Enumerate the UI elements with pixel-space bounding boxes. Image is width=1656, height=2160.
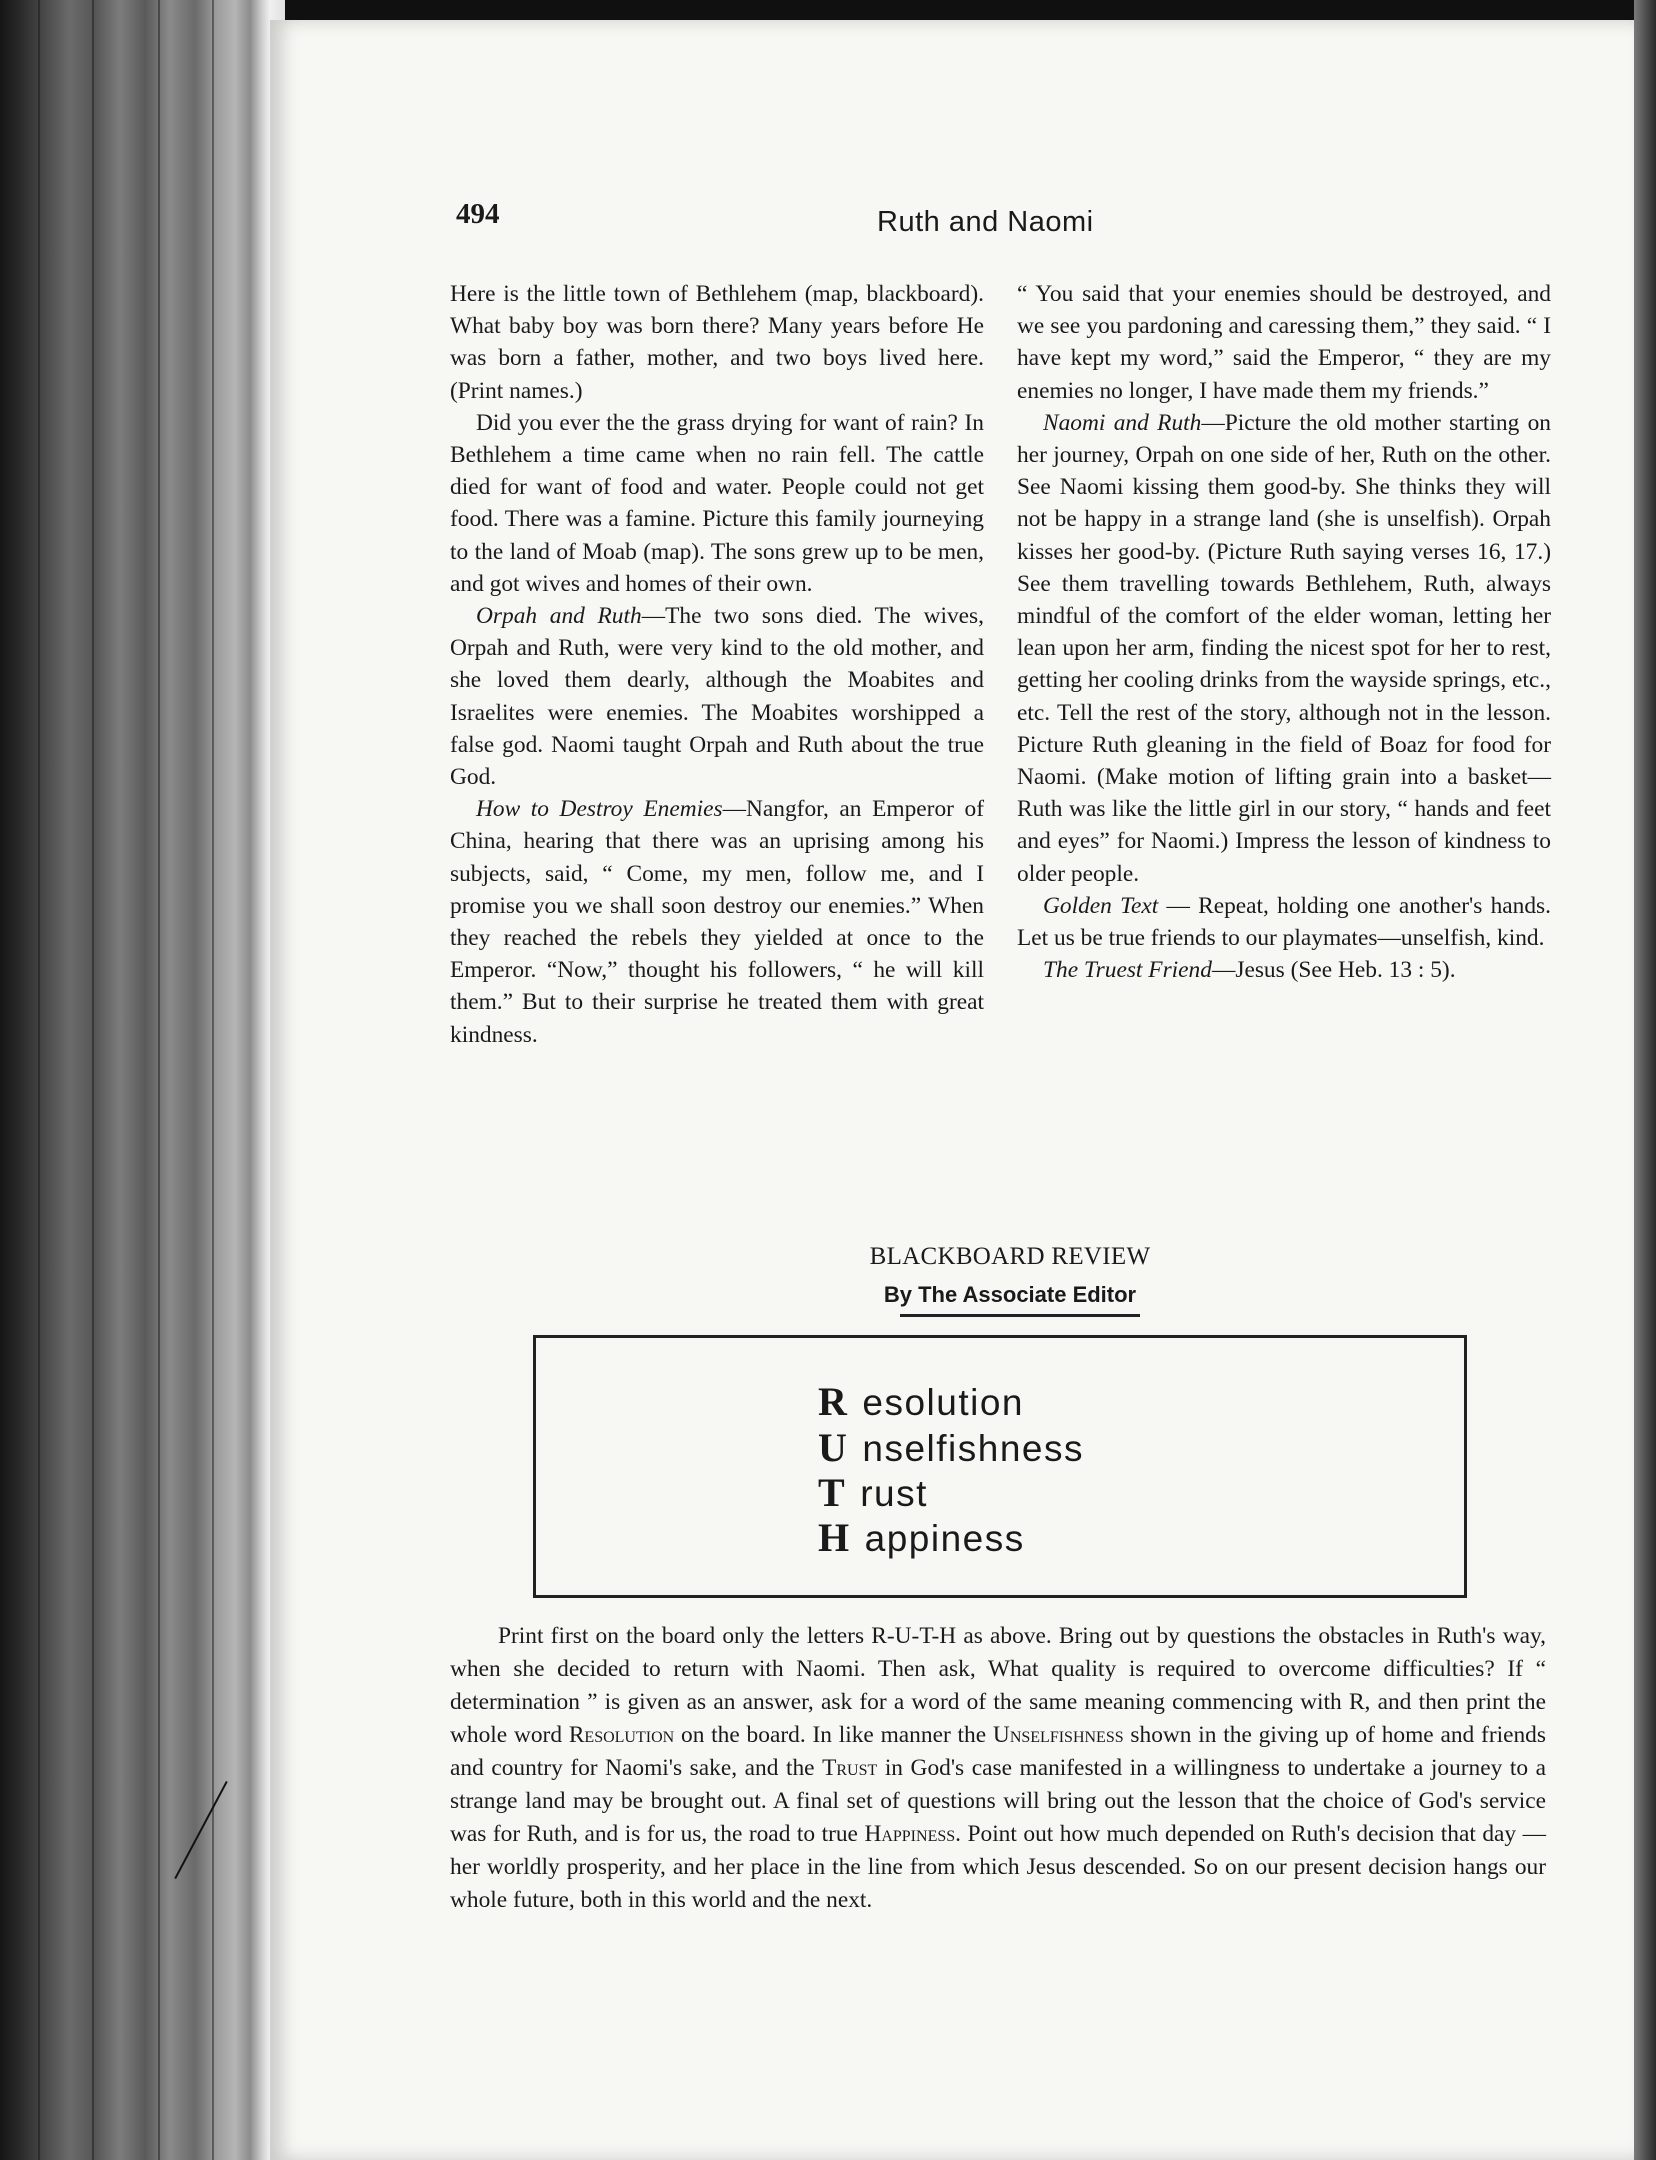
page-edge-line: [92, 0, 94, 2160]
paragraph-text: Print first on the board only the letters R-U-T-H as above. Bring out by questions the obstacles in Ruth's way, when she decided to return with Naomi. Then ask, What quality is required to overcome difficulties? If “ determination ” is given as an answer, ask for a word of the same meaning commencing with R, and then print the whole word: [450, 1623, 1546, 1748]
paragraph-text: shown in the giving up of home and friends and country for Naomi's sake, and the: [450, 1722, 1546, 1781]
paragraph: “ You said that your enemies should be destroyed, and we see you pardoning and caressing them,” they said. “ I have kept my word,” said the Emperor, “ they are my enemies no longer, I have made them my friends.”: [1017, 281, 1551, 404]
paragraph: [450, 600, 984, 793]
paragraph: [1017, 890, 1551, 954]
paragraph: Here is the little town of Bethlehem (map, blackboard). What baby boy was born there? Many years before He was born a father, mother, and two boys lived here. (Print names.): [450, 281, 984, 404]
acrostic-line: [818, 1469, 928, 1516]
small-caps-term: Unselfishness: [992, 1722, 1124, 1748]
page-edge-line: [212, 0, 214, 2160]
acrostic-line: [818, 1378, 1024, 1425]
left-column: [450, 278, 984, 1051]
paragraph: Did you ever the the grass drying for want of rain? In Bethlehem a time came when no rain fell. The cattle died for want of food and water. People could not get food. There was a famine. Picture this family journeying to the land of Moab (map). The sons grew up to be men, and got wives and homes of their own.: [450, 409, 984, 597]
scan-right-edge: [1634, 0, 1656, 2160]
paragraph-label: How to Destroy Enemies: [476, 796, 723, 823]
paragraph-text: —The two sons died. The wives, Orpah and Ruth, were very kind to the old mother, and she loved them dearly, although the Moabites and Israelites were enemies. The Moabites worshipped a false god. Naomi taught Orpah and Ruth about the true God.: [450, 603, 984, 791]
page-number: 494: [456, 198, 500, 230]
acrostic-line: [818, 1424, 1084, 1471]
review-instructions: [450, 1620, 1546, 1917]
paragraph-text: in God's case manifested in a willingness to undertake a journey to a strange land may be brought out. A final set of questions will bring out the lesson that the choice of God's service was for Ruth, and is for us, the road to true: [450, 1755, 1547, 1847]
paragraph-text: —Picture the old mother starting on her journey, Orpah on one side of her, Ruth on the other. See Naomi kissing them good-by. She thinks they will not be happy in a strange land (she is unselfish). Orpah kisses her good-by. (Picture Ruth saying verses 16, 17.) See them travelling towards Bethlehem, Ruth, always mindful of the comfort of the elder woman, letting her lean upon her arm, finding the nicest spot for her to rest, getting her cooling drinks from the wayside springs, etc., etc. Tell the rest of the story, although not in the lesson. Picture Ruth gleaning in the field of Boaz for food for Naomi. (Make motion of lifting grain into a basket—Ruth was like the little girl in our story, “ hands and feet and eyes” for Naomi.) Impress the lesson of kindness to older people.: [1017, 409, 1551, 887]
small-caps-term: Trust: [822, 1755, 878, 1781]
paragraph: [1017, 407, 1551, 890]
review-heading: BLACKBOARD REVIEW: [869, 1243, 1151, 1270]
book-binding-edge: [0, 0, 285, 2160]
acrostic-word: esolution: [862, 1382, 1024, 1423]
paragraph-label: The Truest Friend: [1043, 957, 1212, 984]
paragraph: [450, 793, 984, 1051]
paragraph-text: . Point out how much depended on Ruth's decision that day —her worldly prosperity, and her place in the line from which Jesus descended. So on our present decision hangs our whole future, both in this world and the next.: [450, 1821, 1546, 1913]
review-byline: By The Associate Editor: [883, 1282, 1137, 1307]
paragraph-label: Naomi and Ruth: [1043, 409, 1202, 436]
acrostic-line: [818, 1514, 1025, 1561]
right-column: [1017, 278, 1551, 986]
small-caps-term: Resolution: [568, 1722, 675, 1748]
page-edge-line: [158, 0, 160, 2160]
paragraph-text: on the board. In like manner the: [674, 1722, 993, 1748]
paragraph-text: —Jesus (See Heb. 13 : 5).: [1211, 957, 1456, 984]
acrostic-word: appiness: [864, 1518, 1025, 1559]
paragraph-text: —Nangfor, an Emperor of China, hearing that there was an uprising among his subjects, said, “ Come, my men, follow me, and I promise you we shall soon destroy our enemies.” When they reached the rebels they yielded at once to the Emperor. “Now,” thought his followers, “ he will kill them.” But to their surprise he treated them with great kindness.: [450, 796, 984, 1048]
paragraph-text: — Repeat, holding one another's hands. Let us be true friends to our playmates—unselfish, kind.: [1017, 892, 1551, 952]
paragraph-label: Orpah and Ruth: [476, 603, 642, 630]
small-caps-term: Happiness: [864, 1821, 956, 1847]
byline-underline: [900, 1314, 1140, 1317]
acrostic-capital: R: [818, 1379, 849, 1424]
acrostic-capital: U: [818, 1425, 849, 1470]
acrostic-capital: T: [818, 1470, 847, 1515]
acrostic-word: rust: [860, 1473, 928, 1514]
acrostic-capital: H: [818, 1515, 851, 1560]
running-title: Ruth and Naomi: [877, 206, 1094, 238]
page-edge-line: [38, 0, 40, 2160]
paragraph-label: Golden Text: [1043, 892, 1159, 919]
paragraph: [1017, 954, 1551, 986]
acrostic-word: nselfishness: [862, 1428, 1084, 1469]
